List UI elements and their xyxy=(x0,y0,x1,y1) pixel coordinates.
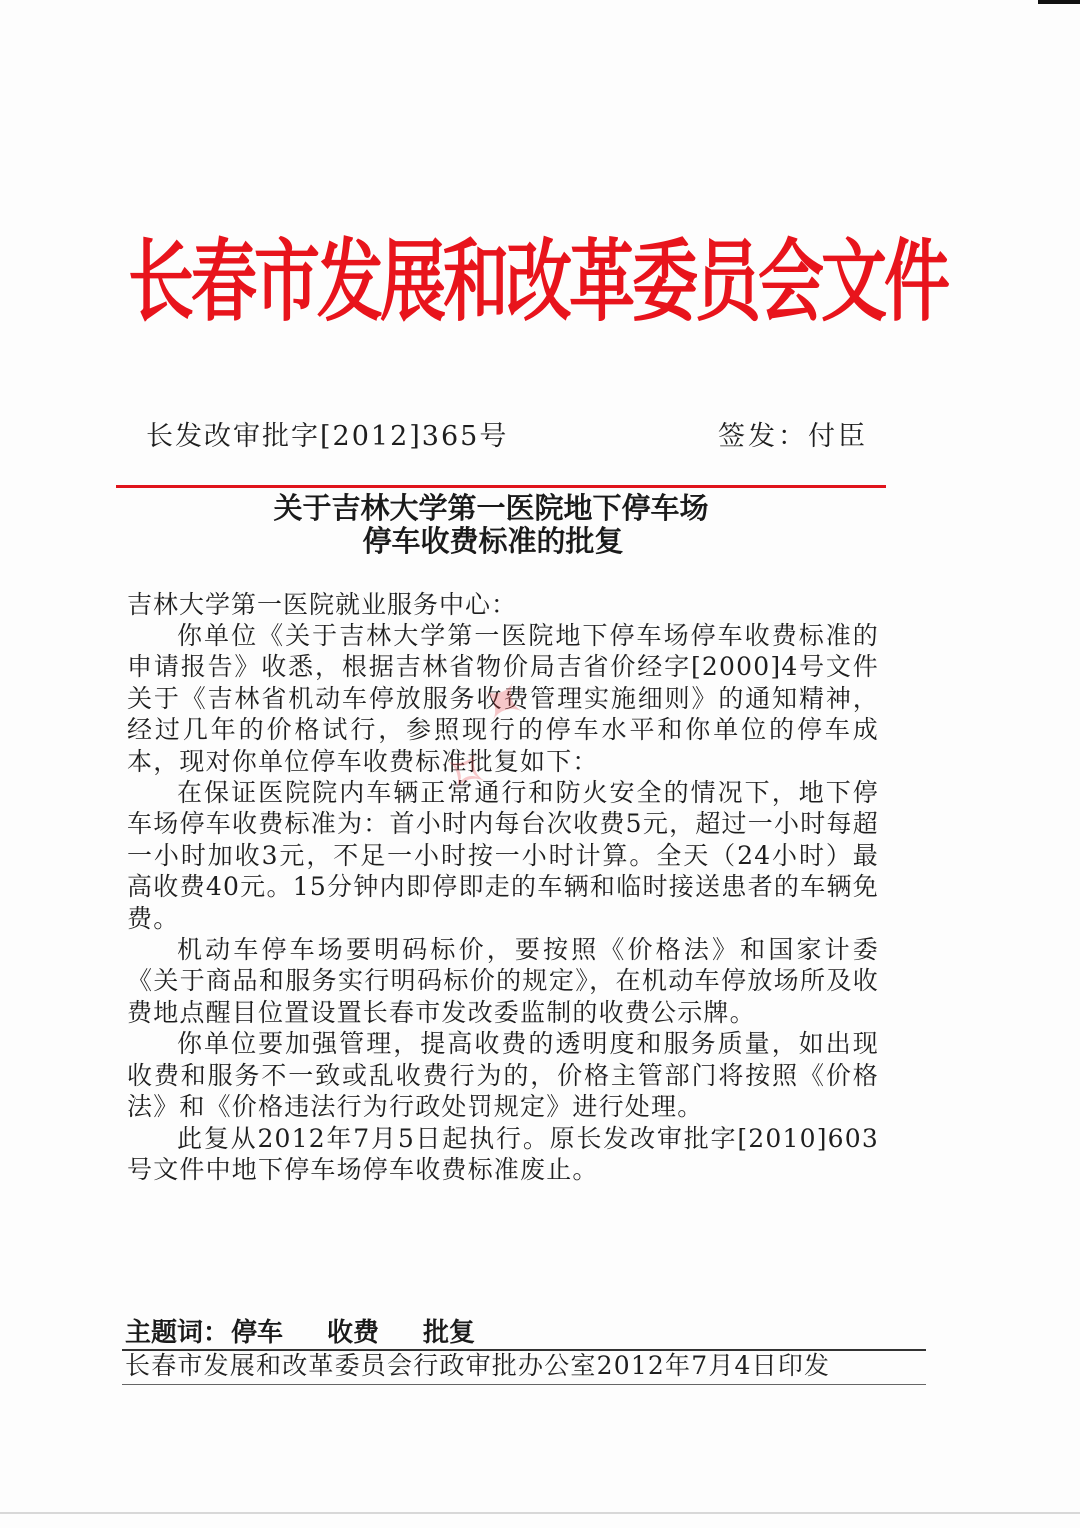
body-paragraph: 此复从2012年7月5日起执行。原长发改审批字[2010]603号文件中地下停车场停车收费标准废止。 xyxy=(127,1123,879,1184)
body-paragraph: 在保证医院院内车辆正常通行和防火安全的情况下，地下停车场停车收费标准为：首小时内每台次收费5元，超过一小时每超一小时加收3元，不足一小时按一小时计算。全天（24小时）最高收费40元。15分钟内即停即走的车辆和临时接送患者的车辆免费。 xyxy=(127,778,879,933)
footer-divider-bottom xyxy=(122,1384,926,1385)
keyword-item: 收费 xyxy=(327,1318,380,1348)
org-header-title: 长春市发展和改革委员会文件 xyxy=(128,230,947,335)
document-title-line-1: 关于吉林大学第一医院地下停车场 xyxy=(273,491,709,525)
document-number: 长发改审批字[2012]365号 xyxy=(146,421,509,452)
document-title xyxy=(120,492,880,558)
body-paragraph: 你单位《关于吉林大学第一医院地下停车场停车收费标准的申请报告》收悉，根据吉林省物价局吉省价经字[2000]4号文件关于《吉林省机动车停放服务收费管理实施细则》的通知精神，经过几年的价格试行，参照现行的停车水平和你单位的停车成本，现对你单位停车收费标准批复如下： xyxy=(127,621,879,776)
body-paragraph: 你单位要加强管理，提高收费的透明度和服务质量，如出现收费和服务不一致或乱收费行为的，价格主管部门将按照《价格法》和《价格违法行为行政处罚规定》进行处理。 xyxy=(127,1029,879,1122)
keywords-label: 主题词： xyxy=(125,1318,230,1348)
keyword-item: 停车 xyxy=(231,1318,284,1348)
document-title-line-2: 停车收费标准的批复 xyxy=(362,524,624,558)
body-paragraph: 机动车停车场要明码标价，要按照《价格法》和国家计委《关于商品和服务实行明码标价的规定》，在机动车停放场所及收费地点醒目位置设置长春市发改委监制的收费公示牌。 xyxy=(127,935,879,1027)
red-divider xyxy=(116,485,886,488)
issuer-line: 长春市发展和改革委员会行政审批办公室2012年7月4日印发 xyxy=(125,1351,831,1380)
watermark-stamp: ✧ ✦ xyxy=(425,659,549,809)
page-bottom-edge xyxy=(0,1512,1080,1514)
salutation: 吉林大学第一医院就业服务中心： xyxy=(127,590,518,619)
signer: 签发：付臣 xyxy=(718,421,868,452)
scan-corner-mark xyxy=(1038,0,1080,4)
keyword-item: 批复 xyxy=(423,1318,476,1348)
